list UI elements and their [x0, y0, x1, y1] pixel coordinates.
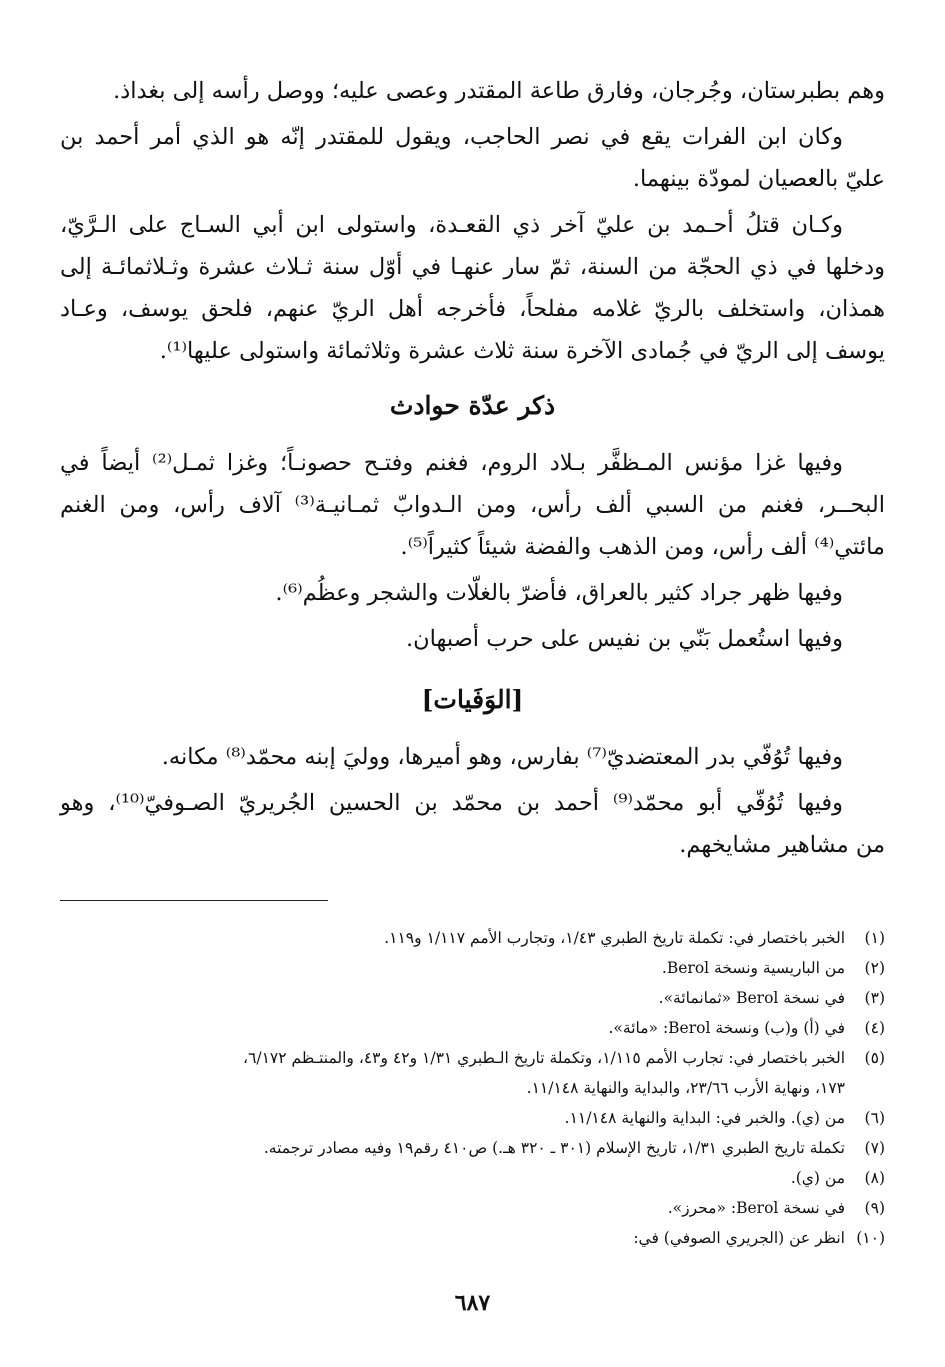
paragraph-7 — [60, 736, 885, 778]
page-number: ٦٨٧ — [454, 1290, 491, 1316]
footnote-text — [60, 1223, 845, 1253]
paragraph-2 — [60, 116, 885, 200]
footnote-text — [60, 1103, 845, 1133]
footnote-text — [60, 1013, 845, 1043]
footnote-number: (٩) — [864, 1199, 885, 1217]
text-line: البحــر، فغنم من السبي ألف رأس، ومن الـدوابّ ثمـانيـة⁽³⁾ آلاف رأس، ومن الغنم — [60, 492, 885, 518]
text-line: يوسف إلى الريّ في جُمادى الآخرة سنة ثلاث عشرة وثلاثمائة واستولى عليها⁽¹⁾. — [159, 338, 885, 364]
text-line: وفيها غزا مؤنس المـظفَّر بـلاد الروم، فغنم وفتـح حصونـاً؛ وغزا ثمـل⁽²⁾ أيضاً في — [60, 450, 843, 476]
footnote-number: (٨) — [864, 1169, 885, 1187]
text-line: وفيها ظهر جراد كثير بالعراق، فأضرّ بالغلّات والشجر وعظُم⁽⁶⁾. — [275, 580, 843, 606]
text-line: وفيها استُعمل بَنّي بن نفيس على حرب أصبهان. — [406, 626, 843, 652]
footnotes — [60, 923, 885, 1253]
paragraph-8 — [60, 782, 885, 866]
text-line: همذان، واستخلف بالريّ غلامه مفلحاً، فأخرجه أهل الريّ عنهم، فلحق يوسف، وعـاد — [60, 296, 885, 322]
footnote-line: في نسخة Berol: «محرز». — [667, 1199, 845, 1217]
footnote-line: من (ي). والخبر في: البداية والنهاية ١١/١٤٨. — [564, 1109, 845, 1127]
footnote-line: تكملة تاريخ الطبري ١/٣١، تاريخ الإسلام (٣٠١ ـ ٣٢٠ هـ.) ص٤١٠ رقم١٩ وفيه مصادر ترجمته. — [263, 1139, 845, 1157]
footnote-number: (٥) — [864, 1049, 885, 1067]
text-line: عليّ بالعصيان لمودّة بينهما. — [632, 166, 885, 192]
text-line: وكان ابن الفرات يقع في نصر الحاجب، ويقول للمقتدر إنّه هو الذي أمر أحمد بن — [60, 124, 843, 150]
footnote-separator-wrap — [60, 870, 885, 923]
paragraph-6 — [60, 618, 885, 660]
footnote-line: في (أ) و(ب) ونسخة Berol: «مائة». — [608, 1019, 845, 1037]
footnote-line: ١٧٣، ونهاية الأرب ٢٣/٦٦، والبداية والنهاية ١١/١٤٨. — [526, 1079, 845, 1097]
paragraph-5 — [60, 572, 885, 614]
footnote-line: الخبر باختصار في: تكملة تاريخ الطبري ١/٤٣، وتجارب الأمم ١/١١٧ و١١٩. — [384, 929, 845, 947]
footnote-number: (٧) — [864, 1139, 885, 1157]
paragraph-4 — [60, 442, 885, 568]
footnote-number: (٦) — [864, 1109, 885, 1127]
footnote — [60, 983, 885, 1013]
footnote-line: من (ي). — [790, 1169, 845, 1187]
footnote — [60, 1193, 885, 1223]
footnote-text — [60, 1193, 845, 1223]
footnote — [60, 1013, 885, 1043]
footnote — [60, 1043, 885, 1103]
footnote — [60, 1103, 885, 1133]
footnote — [60, 1163, 885, 1193]
footnote-text — [60, 1043, 845, 1103]
footnote — [60, 923, 885, 953]
footnote-text — [60, 1133, 845, 1163]
footnote-line: في نسخة Berol «ثمانمائة». — [658, 989, 845, 1007]
text-line: وكـان قتلُ أحـمد بن عليّ آخر ذي القعـدة، واستولى ابن أبي السـاج على الـرَّيّ، — [60, 212, 843, 238]
footnote-separator — [60, 900, 328, 901]
paragraph-3 — [60, 204, 885, 372]
footnote-text — [60, 953, 845, 983]
footnote-number: (١٠) — [856, 1229, 885, 1247]
text-line: ودخلها في ذي الحجّة من السنة، ثمّ سار عنهـا في أوّل سنة ثـلاث عشرة وثـلاثمائـة إلى — [60, 254, 885, 280]
footnote-text — [60, 1163, 845, 1193]
footnote-text — [60, 983, 845, 1013]
footnote-line: انظر عن (الجريري الصوفي) في: — [633, 1229, 845, 1247]
footnote-number: (٢) — [864, 959, 885, 977]
paragraph-1 — [60, 70, 885, 112]
section-heading-events: ذكر عدّة حوادث — [389, 391, 556, 420]
footnote-line: الخبر باختصار في: تجارب الأمم ١/١١٥، وتكملة تاريخ الـطبري ١/٣١ و٤٢ و٤٣، والمنتـظم ٦/١٧٢، — [243, 1049, 845, 1067]
footnote-number: (٤) — [864, 1019, 885, 1037]
footnote-number: (١) — [864, 929, 885, 947]
footnote-number: (٣) — [864, 989, 885, 1007]
footnote — [60, 1133, 885, 1163]
section-heading-deaths: [الوَفَيات] — [421, 685, 524, 714]
footnote — [60, 1223, 885, 1253]
text-line: من مشاهير مشايخهم. — [679, 832, 885, 858]
text-line: وفيها تُوُفّي أبو محمّد⁽⁹⁾ أحمد بن محمّد بن الحسين الجُريريّ الصـوفيّ⁽¹⁰⁾، وهو — [60, 790, 843, 816]
footnote-line: من الباريسية ونسخة Berol. — [661, 959, 845, 977]
text-line: وهم بطبرستان، وجُرجان، وفارق طاعة المقتدر وعصى عليه؛ ووصل رأسه إلى بغداذ. — [113, 78, 885, 104]
text-line: مائتي⁽⁴⁾ ألف رأس، ومن الذهب والفضة شيئاً كثيراً⁽⁵⁾. — [400, 534, 885, 560]
text-line: وفيها تُوُفّي بدر المعتضديّ⁽⁷⁾ بفارس، وهو أميرها، ووليَ إبنه محمّد⁽⁸⁾ مكانه. — [161, 744, 843, 770]
footnote — [60, 953, 885, 983]
footnote-text — [60, 923, 845, 953]
